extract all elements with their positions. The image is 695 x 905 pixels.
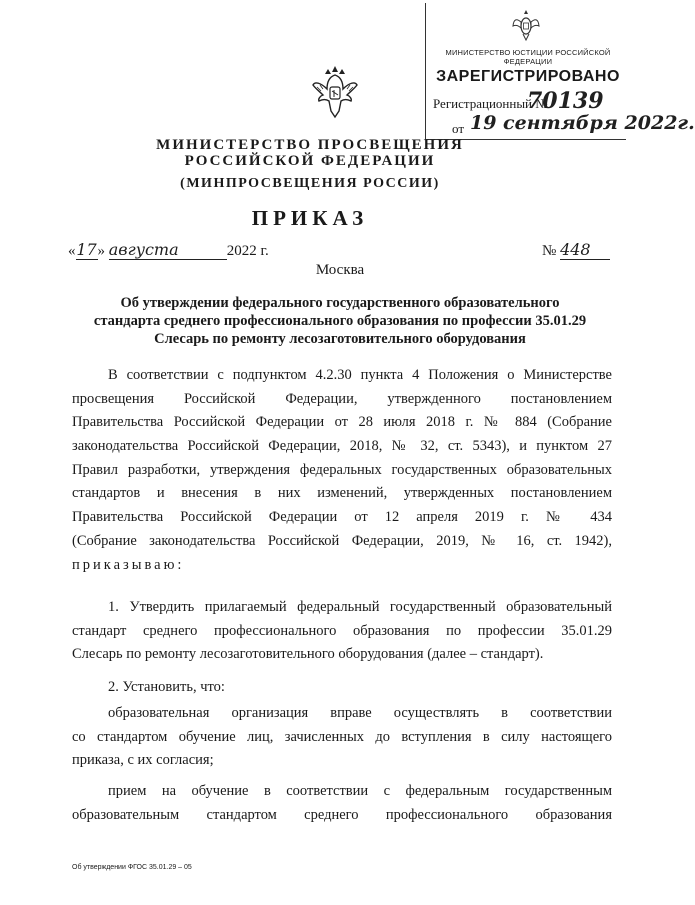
order-city: Москва: [315, 262, 365, 278]
order-number-sign: №: [542, 243, 557, 259]
item2b-line: образовательным стандартом среднего профессионального образования: [72, 806, 612, 823]
item2a-line: со стандартом обучение лиц, зачисленных до вступления в силу настоящего: [72, 728, 612, 745]
order-title-line: стандарта среднего профессионального образования по профессии 35.01.29: [93, 313, 587, 329]
order-date: «17» августа 2022 г.: [68, 240, 269, 259]
stamp-status: ЗАРЕГИСТРИРОВАНО: [436, 68, 620, 85]
order-month: августа: [109, 240, 227, 260]
coat-of-arms-icon: [311, 65, 359, 119]
item1-line: Слесарь по ремонту лесозаготовительного оборудования (далее – стандарт).: [72, 646, 544, 663]
order-year: 2022 г.: [226, 243, 269, 259]
ministry-name-line1: МИНИСТЕРСТВО ПРОСВЕЩЕНИЯ: [156, 137, 464, 153]
preamble-line: Правительства Российской Федерации от 28 июля 2018 г. № 884 (Собрание: [72, 414, 612, 431]
item2b-line: прием на обучение в соответствии с федеральным государственным: [108, 783, 612, 799]
ministry-short-name: (МИНПРОСВЕЩЕНИЯ РОССИИ): [180, 176, 440, 191]
stamp-number-label: Регистрационный №: [433, 96, 548, 111]
order-word: приказываю:: [72, 556, 185, 573]
stamp-number-value: 70139: [527, 88, 604, 114]
stamp-date-value: 19 сентября 2022г.: [470, 112, 695, 134]
item-1: [72, 596, 612, 667]
item1-line: стандарт среднего профессионального образования по профессии 35.01.29: [72, 622, 612, 639]
order-title-line: Об утверждении федерального государственного образовательного: [120, 295, 560, 311]
preamble-line: просвещения Российской Федерации, утвержденного постановлением: [72, 390, 612, 407]
order-number: 448: [560, 240, 610, 260]
order-title-line: Слесарь по ремонту лесозаготовительного оборудования: [154, 331, 526, 347]
preamble-line: Правил разработки, утверждения федеральных государственных образовательных: [72, 461, 612, 478]
preamble-line: (Собрание законодательства Российской Федерации, 2019, № 16, ст. 1942),: [72, 532, 612, 549]
stamp-ministry-name: МИНИСТЕРСТВО ЮСТИЦИИ РОССИЙСКОЙ ФЕДЕРАЦИИ: [445, 48, 611, 66]
ministry-name-line2: РОССИЙСКОЙ ФЕДЕРАЦИИ: [184, 153, 436, 169]
order-day: 17: [76, 240, 97, 259]
preamble-line: законодательства Российской Федерации, 2018, № 32, ст. 5343), и пунктом 27: [72, 438, 612, 455]
item-2a: [72, 702, 612, 773]
document-type: ПРИКАЗ: [251, 206, 369, 230]
item1-line: 1. Утвердить прилагаемый федеральный государственный образовательный: [108, 599, 612, 615]
order-number-line: [542, 240, 610, 260]
order-body: [72, 364, 612, 577]
item2a-line: приказа, с их согласия;: [72, 752, 214, 769]
item2a-line: образовательная организация вправе осуществлять в соответствии: [108, 705, 612, 721]
preamble-line: В соответствии с подпунктом 4.2.30 пункта 4 Положения о Министерстве: [108, 367, 612, 383]
stamp-date-label: от: [452, 121, 465, 136]
preamble-line: стандартов и внесения в них изменений, утвержденных постановлением: [72, 485, 612, 502]
preamble-line: Правительства Российской Федерации от 12 апреля 2019 г. № 434: [72, 509, 612, 526]
order-title: [80, 294, 600, 348]
item-2: [72, 676, 612, 700]
item-2b: [72, 780, 612, 827]
stamp-emblem-icon: [511, 6, 541, 46]
footer-reference: Об утверждении ФГОС 35.01.29 – 05: [72, 864, 192, 871]
item2-intro: 2. Установить, что:: [108, 679, 225, 695]
